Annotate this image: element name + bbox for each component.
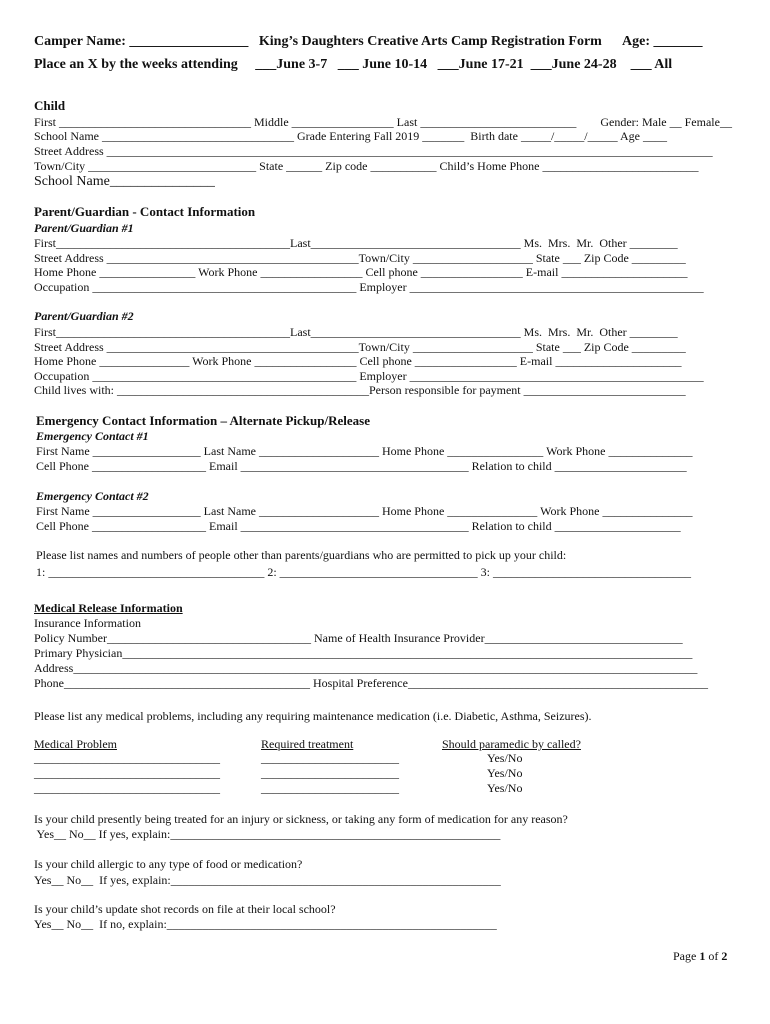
emergency1-label: Emergency Contact #1 <box>36 429 149 443</box>
guardian1-phone-row: Home Phone ________________ Work Phone _________________ Cell phone _________________ E-mail _____________________ <box>34 265 688 279</box>
paramedic-yes-no-1: Yes/No <box>487 751 523 765</box>
guardian1-address-row: Street Address __________________________________________Town/City ____________________ State ___ Zip Code _________ <box>34 251 686 265</box>
child-name-row: First ________________________________ Middle _________________ Last __________________________ Gender: Male __ Female__ <box>34 115 732 129</box>
guardian1-occupation-row: Occupation ____________________________________________ Employer _________________________________________________ <box>34 280 704 294</box>
guardian2-name-row: First_______________________________________Last___________________________________ Ms. Mrs. Mr. Other ________ <box>34 325 678 339</box>
emergency1-name-row: First Name __________________ Last Name ____________________ Home Phone ________________ Work Phone ______________ <box>36 444 693 458</box>
pickup-names-row: 1: ____________________________________ 2: _________________________________ 3: _________________________________ <box>36 565 692 579</box>
page-total: 2 <box>721 949 728 963</box>
page-number <box>673 950 727 962</box>
weeks-attending-line: Place an X by the weeks attending ___June 3-7 ___ June 10-14 ___June 17-21 ___June 24-28 ___ All <box>34 57 673 72</box>
guardian2-occupation-row: Occupation ____________________________________________ Employer _________________________________________________ <box>34 369 704 383</box>
paramedic-yes-no-2: Yes/No <box>487 766 523 780</box>
answer-shot-records: Yes__ No__ If no, explain:_______________________________________________________ <box>34 917 497 931</box>
answer-allergy: Yes__ No__ If yes, explain:_______________________________________________________ <box>34 873 501 887</box>
child-lives-with-row: Child lives with: __________________________________________Person responsible for payment ___________________________ <box>34 383 686 397</box>
emergency2-label: Emergency Contact #2 <box>36 489 149 503</box>
child-town-row: Town/City ____________________________ State ______ Zip code ___________ Child’s Home Phone __________________________ <box>34 159 699 173</box>
treatment-blank-1: _______________________ <box>261 751 399 765</box>
medical-heading: Medical Release Information <box>34 601 183 615</box>
col-medical-problem: Medical Problem <box>34 737 117 751</box>
guardian1-name-row: First_______________________________________Last___________________________________ Ms. Mrs. Mr. Other ________ <box>34 236 678 250</box>
answer-treatment: Yes__ No__ If yes, explain:_______________________________________________________ <box>34 827 501 841</box>
child-school-row: School Name ________________________________ Grade Entering Fall 2019 _______ Birth date _____/_____/_____ Age ____ <box>34 129 667 143</box>
question-allergy: Is your child allergic to any type of food or medication? <box>34 857 303 871</box>
pickup-prompt: Please list names and numbers of people other than parents/guardians who are permitted to pick up your child: <box>36 548 567 562</box>
physician-row: Primary Physician_______________________________________________________________________________________________ <box>34 646 693 660</box>
form-title-line: Camper Name: _________________ King’s Daughters Creative Arts Camp Registration Form Age: _______ <box>34 34 703 49</box>
col-required-treatment: Required treatment <box>261 737 354 751</box>
problem-blank-1: _______________________________ <box>34 751 220 765</box>
medical-address-row: Address________________________________________________________________________________________________________ <box>34 661 698 675</box>
treatment-blank-2: _______________________ <box>261 766 399 780</box>
problem-blank-2: _______________________________ <box>34 766 220 780</box>
page-of: of <box>705 949 722 963</box>
medical-phone-row: Phone_________________________________________ Hospital Preference__________________________________________________ <box>34 676 708 690</box>
child-heading: Child <box>34 98 66 113</box>
child-address-row: Street Address _____________________________________________________________________________________________________ <box>34 144 713 158</box>
parent-heading: Parent/Guardian - Contact Information <box>34 204 256 219</box>
problem-blank-3: _______________________________ <box>34 781 220 795</box>
treatment-blank-3: _______________________ <box>261 781 399 795</box>
emergency2-name-row: First Name __________________ Last Name ____________________ Home Phone _______________ Work Phone _______________ <box>36 504 693 518</box>
col-paramedic: Should paramedic by called? <box>442 737 581 751</box>
medical-problems-prompt: Please list any medical problems, including any requiring maintenance medication (i.e. Diabetic, Asthma, Seizures). <box>34 709 592 723</box>
policy-number-row: Policy Number__________________________________ Name of Health Insurance Provider_________________________________ <box>34 631 683 645</box>
paramedic-yes-no-3: Yes/No <box>487 781 523 795</box>
emergency1-cell-row: Cell Phone ___________________ Email ______________________________________ Relation to child ______________________ <box>36 459 687 473</box>
question-treatment: Is your child presently being treated for an injury or sickness, or taking any form of medication for any reason? <box>34 812 568 826</box>
insurance-info-label: Insurance Information <box>34 616 141 630</box>
emergency-heading: Emergency Contact Information – Alternate Pickup/Release <box>36 413 370 428</box>
guardian2-phone-row: Home Phone _______________ Work Phone _________________ Cell phone _________________ E-mail _____________________ <box>34 354 682 368</box>
emergency2-cell-row: Cell Phone ___________________ Email ______________________________________ Relation to child _____________________ <box>36 519 681 533</box>
guardian1-label: Parent/Guardian #1 <box>34 221 134 235</box>
guardian2-address-row: Street Address __________________________________________Town/City ____________________ State ___ Zip Code _________ <box>34 340 686 354</box>
page-current: 1 <box>699 949 706 963</box>
question-shot-records: Is your child’s update shot records on file at their local school? <box>34 902 336 916</box>
child-school-name-row: School Name_______________ <box>34 174 215 189</box>
guardian2-label: Parent/Guardian #2 <box>34 309 134 323</box>
page-prefix: Page <box>673 949 700 963</box>
